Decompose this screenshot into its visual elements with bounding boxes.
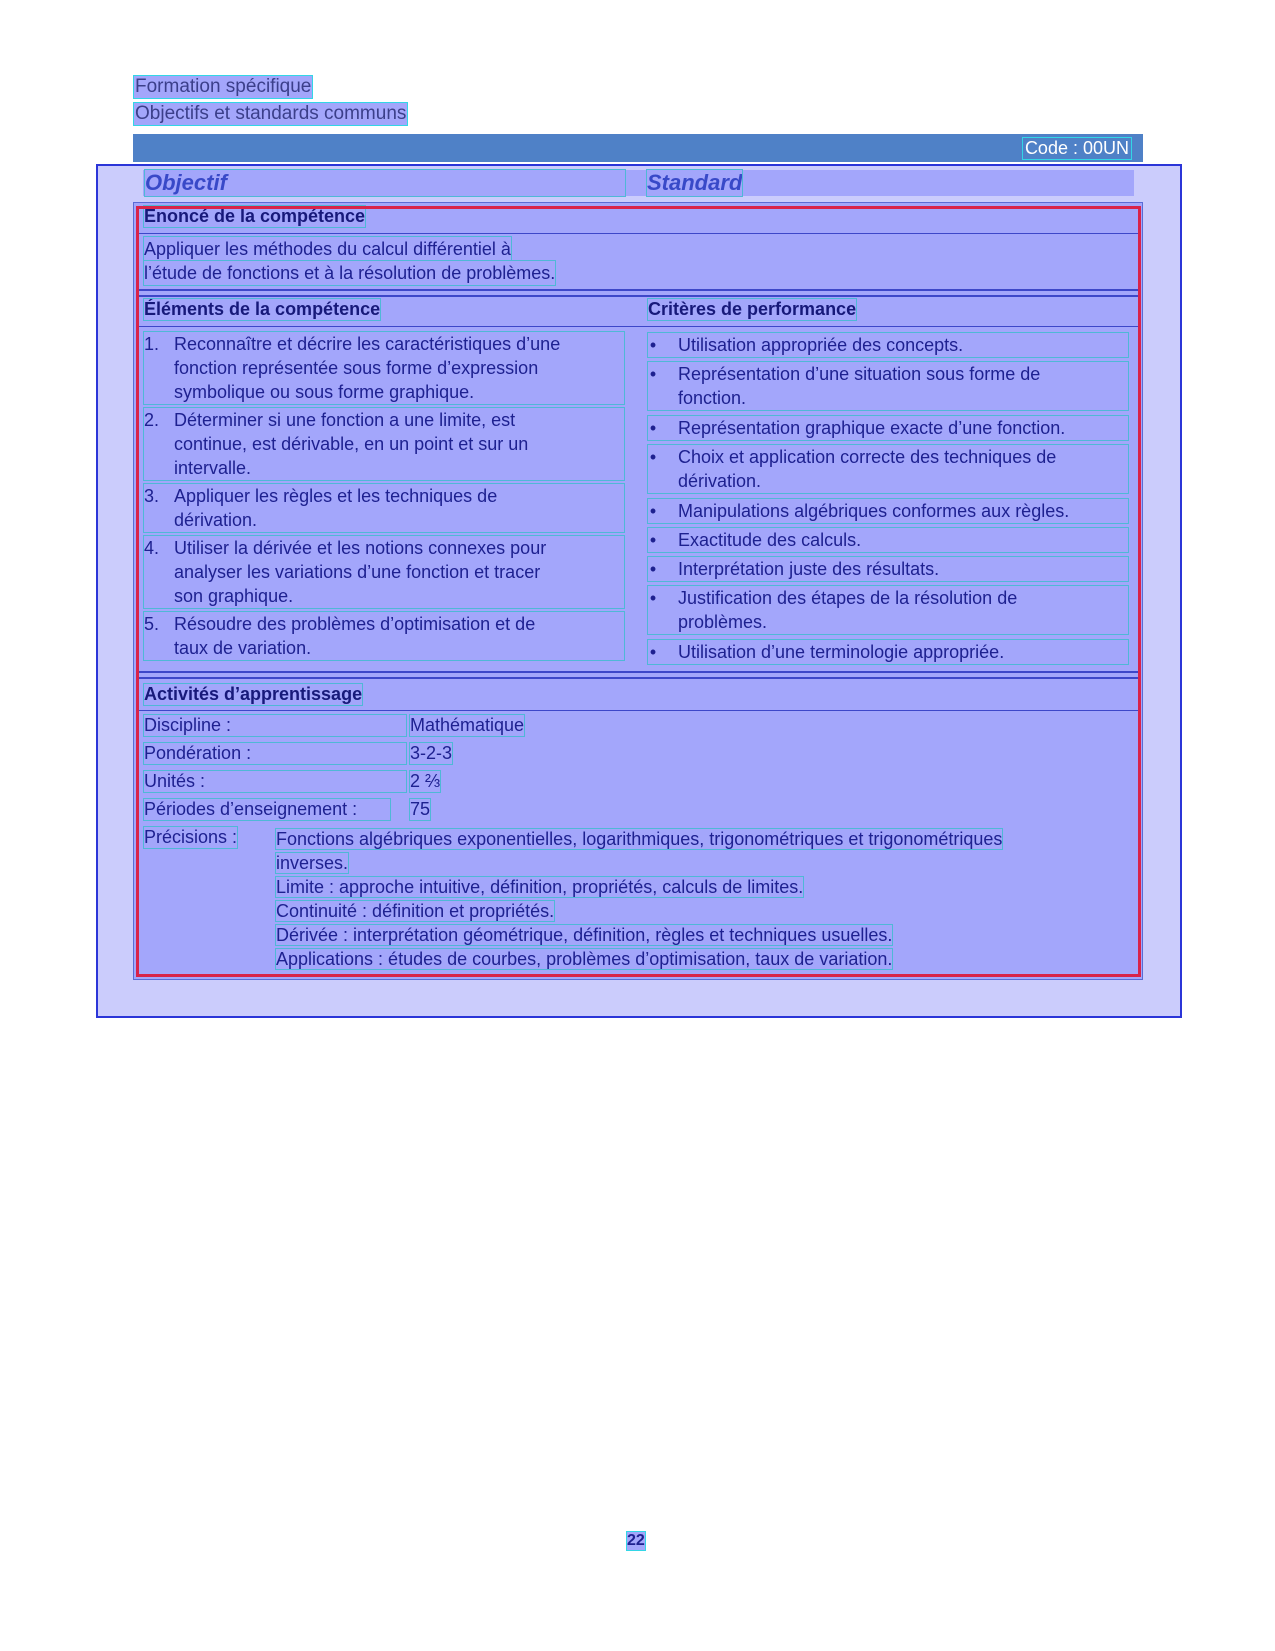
list-item xyxy=(648,586,1128,634)
precision-line: Limite : approche intuitive, définition, propriétés, calculs de limites. xyxy=(276,877,804,897)
periodes-label: Périodes d’enseignement : xyxy=(144,799,390,820)
item-text-line: problèmes. xyxy=(678,612,768,632)
list-item xyxy=(648,640,1128,664)
enonce-text-line: l’étude de fonctions et à la résolution de problèmes. xyxy=(144,263,556,283)
precisions-label: Précisions : xyxy=(144,827,238,847)
table-header-row xyxy=(143,170,1134,196)
list-item xyxy=(144,332,624,404)
item-text-line: analyser les variations d’une fonction et tracer xyxy=(174,562,541,582)
item-text-line: Justification des étapes de la résolution de xyxy=(678,588,1018,608)
bullet: • xyxy=(649,447,657,467)
item-text-line: Choix et application correcte des techniques de xyxy=(678,447,1057,467)
code-bar xyxy=(133,134,1143,162)
unites-label: Unités : xyxy=(144,771,406,792)
item-text-line: Utilisation appropriée des concepts. xyxy=(678,335,964,355)
divider xyxy=(138,326,1139,327)
bullet: • xyxy=(649,642,657,662)
bullet: • xyxy=(649,501,657,521)
item-text-line: Utiliser la dérivée et les notions connexes pour xyxy=(174,538,547,558)
item-text-line: symbolique ou sous forme graphique. xyxy=(174,382,475,402)
enonce-title: Énoncé de la compétence xyxy=(144,206,366,226)
list-item xyxy=(648,445,1128,493)
item-text-line: Appliquer les règles et les techniques de xyxy=(174,486,498,506)
bullet: • xyxy=(649,530,657,550)
precision-line: Fonctions algébriques exponentielles, logarithmiques, trigonométriques et trigonométriques xyxy=(276,829,1003,849)
item-text-line: son graphique. xyxy=(174,586,294,606)
precision-line: Applications : études de courbes, problèmes d’optimisation, taux de variation. xyxy=(276,949,893,969)
item-text-line: fonction représentée sous forme d’expression xyxy=(174,358,539,378)
precision-line: Dérivée : interprétation géométrique, définition, règles et techniques usuelles. xyxy=(276,925,893,945)
list-item xyxy=(648,557,1128,581)
activites-title: Activités d’apprentissage xyxy=(144,684,363,704)
divider xyxy=(138,677,1139,679)
item-number: 4. xyxy=(144,538,160,558)
section-heading: Formation spécifique xyxy=(135,76,312,97)
divider xyxy=(138,289,1139,291)
item-number: 3. xyxy=(144,486,160,506)
list-item xyxy=(144,536,624,608)
divider xyxy=(138,295,1139,297)
item-text-line: intervalle. xyxy=(174,458,252,478)
list-item xyxy=(144,484,624,532)
discipline-label: Discipline : xyxy=(144,715,406,736)
item-number: 1. xyxy=(144,334,160,354)
precisions-list xyxy=(276,827,1136,971)
item-text-line: Reconnaître et décrire les caractéristiques d’une xyxy=(174,334,561,354)
divider xyxy=(138,233,1139,234)
bullet: • xyxy=(649,588,657,608)
precision-line: inverses. xyxy=(276,853,349,873)
elements-title: Éléments de la compétence xyxy=(144,299,381,319)
column-header-standard: Standard xyxy=(647,170,743,195)
item-text-line: Déterminer si une fonction a une limite, est xyxy=(174,410,516,430)
list-item xyxy=(648,499,1128,523)
list-item xyxy=(144,408,624,480)
list-item xyxy=(648,416,1128,440)
item-text-line: fonction. xyxy=(678,388,747,408)
item-text-line: Exactitude des calculs. xyxy=(678,530,862,550)
column-header-objectif: Objectif xyxy=(145,170,625,196)
item-text-line: Interprétation juste des résultats. xyxy=(678,559,940,579)
item-text-line: Manipulations algébriques conformes aux règles. xyxy=(678,501,1070,521)
bullet: • xyxy=(649,559,657,579)
item-text-line: dérivation. xyxy=(678,471,762,491)
ponderation-value: 3-2-3 xyxy=(410,743,453,763)
bullet: • xyxy=(649,364,657,384)
item-text-line: dérivation. xyxy=(174,510,258,530)
item-text-line: continue, est dérivable, en un point et sur un xyxy=(174,434,529,454)
ponderation-label: Pondération : xyxy=(144,743,406,764)
course-code: Code : 00UN xyxy=(1024,138,1129,158)
list-item xyxy=(648,362,1128,410)
bullet: • xyxy=(649,418,657,438)
section-subheading: Objectifs et standards communs xyxy=(135,103,407,124)
item-text-line: Résoudre des problèmes d’optimisation et de xyxy=(174,614,536,634)
criteres-title: Critères de performance xyxy=(648,299,857,319)
enonce-text-line: Appliquer les méthodes du calcul différentiel à xyxy=(144,239,511,259)
item-number: 5. xyxy=(144,614,160,634)
discipline-value: Mathématique xyxy=(410,715,525,735)
item-text-line: Représentation d’une situation sous forme de xyxy=(678,364,1041,384)
page-number: 22 xyxy=(627,1532,645,1549)
item-number: 2. xyxy=(144,410,160,430)
list-item xyxy=(144,612,624,660)
bullet: • xyxy=(649,335,657,355)
list-item xyxy=(648,333,1128,357)
item-text-line: Représentation graphique exacte d’une fonction. xyxy=(678,418,1066,438)
item-text-line: taux de variation. xyxy=(174,638,312,658)
precision-line: Continuité : définition et propriétés. xyxy=(276,901,555,921)
list-item xyxy=(648,528,1128,552)
unites-value: 2 ⅔ xyxy=(410,771,441,791)
periodes-value: 75 xyxy=(410,799,431,819)
item-text-line: Utilisation d’une terminologie appropriée. xyxy=(678,642,1005,662)
divider xyxy=(138,710,1139,711)
divider xyxy=(138,671,1139,673)
